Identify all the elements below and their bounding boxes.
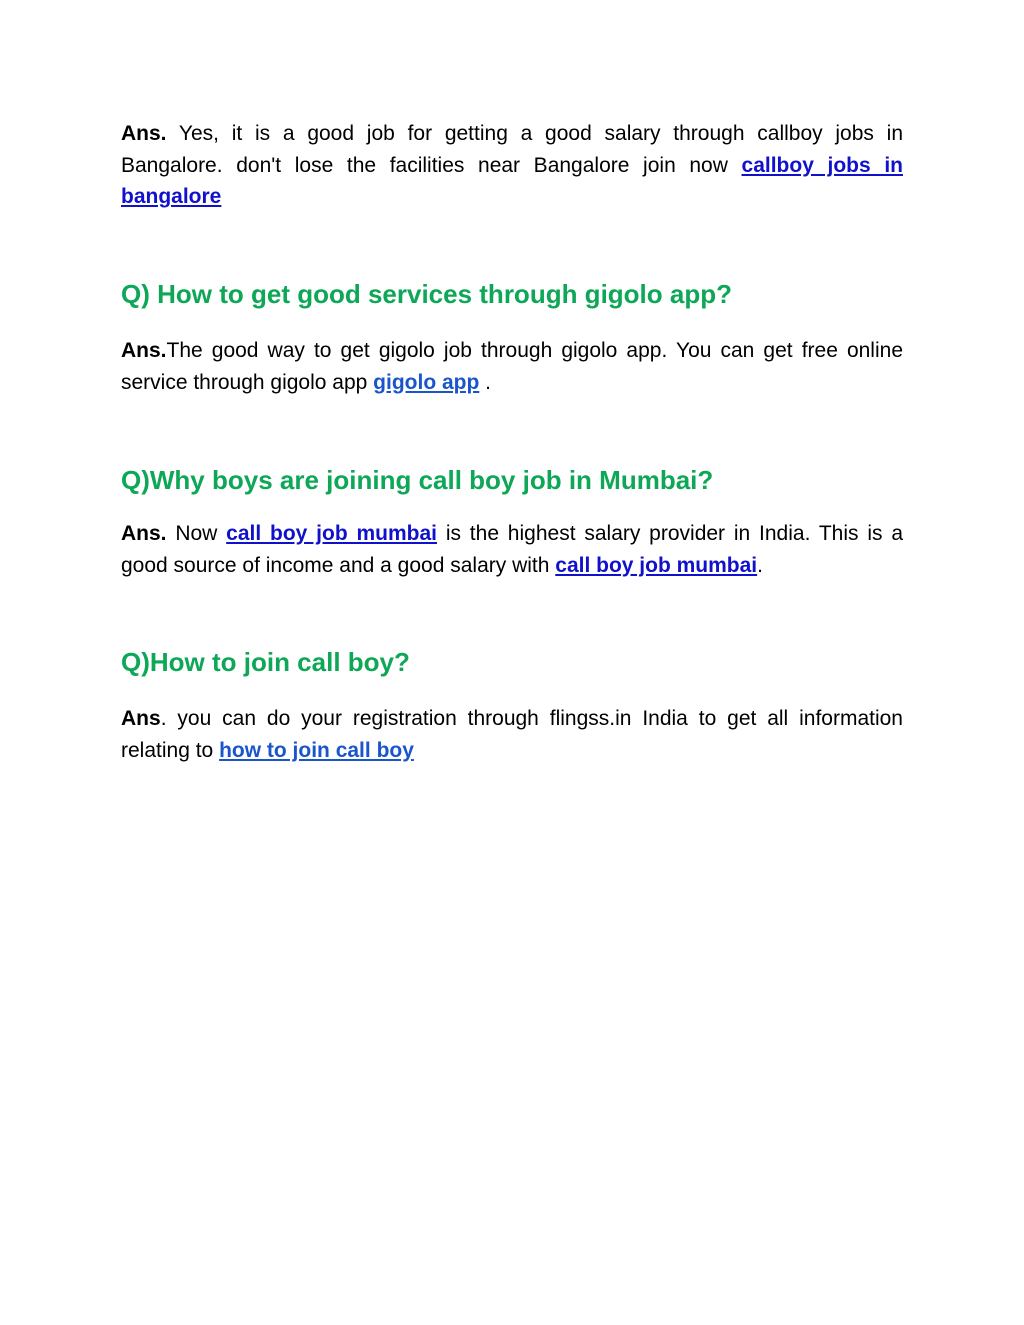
answer-paragraph (121, 118, 903, 213)
call-boy-job-mumbai-link-2[interactable]: call boy job mumbai (555, 553, 758, 577)
answer-text-end: . (479, 370, 491, 394)
question-heading: Q) How to get good services through gigolo app? (121, 279, 732, 309)
answer-paragraph (121, 518, 903, 581)
answer-text-end: . (757, 553, 763, 577)
answer-text: Now (166, 522, 227, 545)
question-heading: Q)Why boys are joining call boy job in Mumbai? (121, 465, 714, 495)
callboy-jobs-bangalore-link[interactable]: callboy jobs in bangalore (121, 153, 903, 208)
answer-lead: Ans. (121, 522, 167, 545)
qa-item-2-answer (121, 335, 903, 398)
answer-text: . you can do your registration through flingss.in India to get all information relating to (121, 707, 903, 762)
answer-lead: Ans (121, 707, 161, 730)
qa-item-3-answer (121, 518, 903, 581)
answer-paragraph (121, 335, 903, 398)
gigolo-app-link[interactable]: gigolo app (373, 370, 480, 394)
answer-lead: Ans. (121, 339, 167, 362)
qa-item-3 (121, 464, 903, 496)
qa-item-4 (121, 646, 903, 678)
answer-paragraph (121, 703, 903, 766)
qa-item-1 (121, 118, 903, 213)
question-heading: Q)How to join call boy? (121, 647, 410, 677)
qa-item-2 (121, 278, 903, 310)
answer-lead: Ans. (121, 122, 167, 145)
call-boy-job-mumbai-link[interactable]: call boy job mumbai (226, 522, 437, 545)
answer-text: Yes, it is a good job for getting a good salary through callboy jobs in Bangalore. don't lose the facilities near Bangalore join now (121, 122, 903, 177)
answer-text-middle: is the highest salary provider in India. This is a good source of income and a good salary with (121, 522, 903, 577)
how-to-join-call-boy-link[interactable]: how to join call boy (219, 738, 414, 762)
qa-item-4-answer (121, 703, 903, 766)
answer-text: The good way to get gigolo job through gigolo app. You can get free online service through gigolo app (121, 339, 903, 394)
